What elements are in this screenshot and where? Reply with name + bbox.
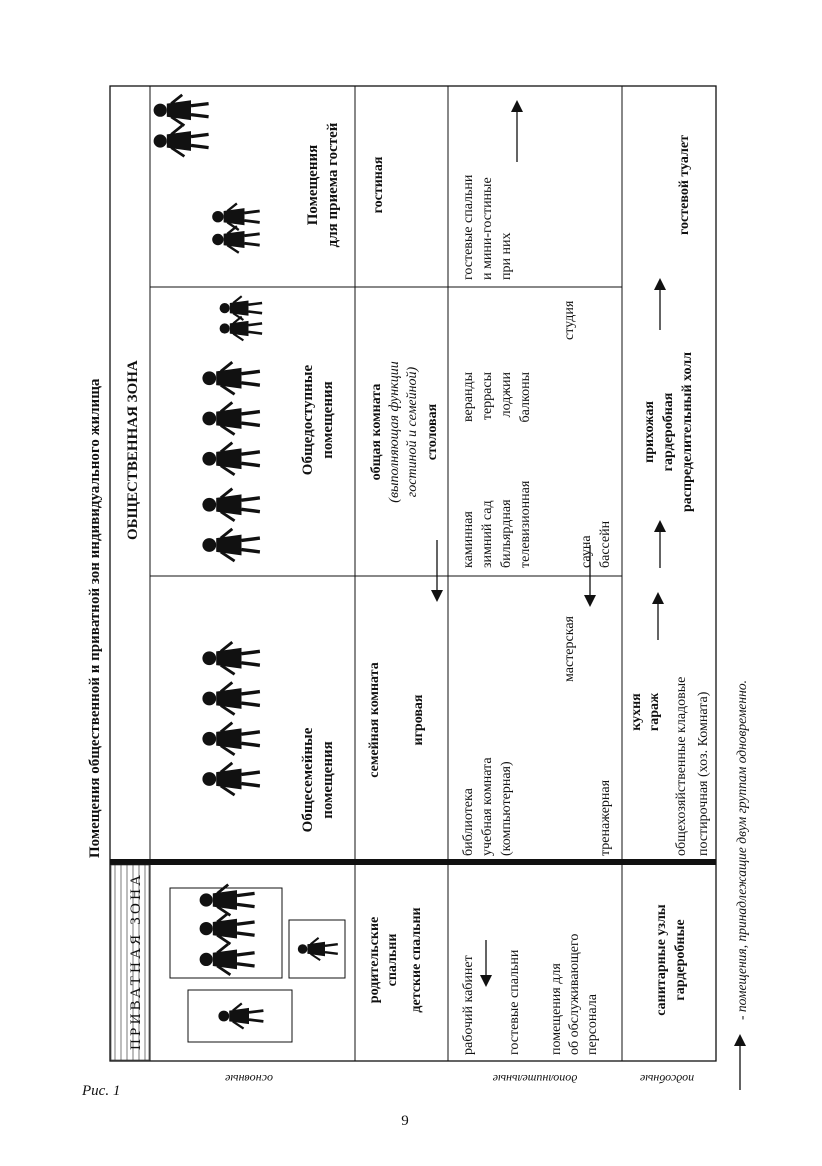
common-add-5: веранды xyxy=(461,372,476,422)
family-aux-1: кухня xyxy=(629,693,644,731)
private-zone-header: ПРИВАТНАЯ ЗОНА xyxy=(128,875,144,1050)
private-main-3: детские спальни xyxy=(409,907,424,1013)
arrow-down-icon xyxy=(480,975,492,987)
common-add-9: студия xyxy=(562,300,577,340)
common-add-8: балконы xyxy=(518,372,533,423)
family-aux-cell xyxy=(629,592,711,856)
common-add-2: зимний сад xyxy=(480,500,495,568)
private-add-3: помещения для xyxy=(549,963,564,1055)
private-main-cell xyxy=(367,907,424,1012)
common-main-4: столовая xyxy=(425,403,440,461)
common-illustration xyxy=(202,296,262,561)
family-heading-2: помещения xyxy=(320,741,336,819)
private-main-1: родительские xyxy=(367,916,382,1004)
arrow-up-icon xyxy=(511,100,523,112)
guests-add-3: при них xyxy=(499,232,514,280)
family-main-1: семейная комната xyxy=(367,662,382,778)
guests-aux-1: гостевой туалет xyxy=(677,135,692,235)
common-add-7: лоджии xyxy=(499,372,514,418)
arrow-down-icon xyxy=(431,590,443,602)
family-main-2: игровая xyxy=(411,694,426,746)
family-aux-2: гараж xyxy=(647,692,662,732)
common-add-4: телевизионная xyxy=(518,480,533,568)
guests-aux-cell xyxy=(677,135,692,235)
public-zone-header: ОБЩЕСТВЕННАЯ ЗОНА xyxy=(125,360,141,540)
common-main-3: гостиной и семейной) xyxy=(405,366,420,498)
private-add-4: об обслуживающего xyxy=(567,933,582,1055)
arrow-icon xyxy=(734,1034,746,1046)
family-illustration xyxy=(202,642,260,795)
private-add-2: гостевые спальни xyxy=(507,949,522,1055)
family-aux-4: постирочная (хоз. Комната) xyxy=(696,691,711,856)
family-heading-1: Общесемейные xyxy=(300,727,316,833)
common-add-1: каминная xyxy=(461,511,476,568)
family-add-5: тренажерная xyxy=(598,779,613,856)
private-main-2: спальни xyxy=(385,933,400,987)
family-main-cell xyxy=(367,662,426,777)
common-aux-1: прихожая xyxy=(642,401,657,463)
common-main-1: общая комната xyxy=(369,383,384,481)
arrow-up-icon xyxy=(654,278,666,290)
private-aux-2: гардеробные xyxy=(673,919,688,1001)
private-add-5: персонала xyxy=(585,994,600,1055)
arrow-down-icon xyxy=(584,595,596,607)
common-aux-2: гардеробная xyxy=(661,392,676,472)
family-add-4: мастерская xyxy=(562,616,577,682)
private-aux-cell xyxy=(654,904,688,1016)
common-main-cell xyxy=(369,361,443,602)
row-label-additional: дополнительные xyxy=(492,1072,578,1086)
common-aux-3: распределительный холл xyxy=(680,351,695,513)
guests-heading-1: Помещения xyxy=(305,144,321,226)
common-add-3: бильярдная xyxy=(499,499,514,568)
page-number: 9 xyxy=(401,1113,409,1129)
family-add-1: библиотека xyxy=(461,788,476,856)
guests-add-2: и мини-гостиные xyxy=(480,177,495,280)
common-add-10: сауна xyxy=(579,535,594,568)
family-add-3: (компьютерная) xyxy=(499,761,514,856)
private-add-1: рабочий кабинет xyxy=(461,955,476,1055)
family-add-2: учебная комната xyxy=(480,757,495,856)
common-additional-cell xyxy=(461,300,613,607)
common-heading-2: помещения xyxy=(320,381,336,459)
private-aux-1: санитарные узлы xyxy=(654,904,669,1016)
common-add-11: бассейн xyxy=(598,520,613,568)
table-title: Помещения общественной и приватной зон индивидуального жилища xyxy=(87,378,103,858)
arrow-up-icon xyxy=(652,592,664,604)
footnote-text: - помещения, принадлежащие двум группам одновременно. xyxy=(734,680,749,1020)
common-add-6: террасы xyxy=(480,372,495,421)
private-additional-cell xyxy=(461,934,600,1055)
guests-heading-2: для приема гостей xyxy=(325,122,341,248)
guests-main-1: гостиная xyxy=(371,156,386,214)
guests-additional-cell xyxy=(461,100,523,280)
family-additional-cell xyxy=(461,615,613,856)
row-label-main: основные xyxy=(225,1072,273,1086)
arrow-up-icon xyxy=(654,520,666,532)
guests-add-1: гостевые спальни xyxy=(461,174,476,280)
figure-label: Рис. 1 xyxy=(82,1083,121,1099)
private-illustration xyxy=(170,885,345,1042)
family-aux-3: общехозяйственные кладовые xyxy=(674,676,689,856)
common-heading-1: Общедоступные xyxy=(300,364,316,476)
guests-main-cell xyxy=(371,156,386,213)
common-aux-cell xyxy=(642,278,695,568)
guests-illustration xyxy=(154,95,260,253)
common-main-2: (выполняющая функции xyxy=(387,361,402,503)
row-label-auxiliary: подсобные xyxy=(639,1072,695,1086)
footnote xyxy=(734,680,749,1090)
